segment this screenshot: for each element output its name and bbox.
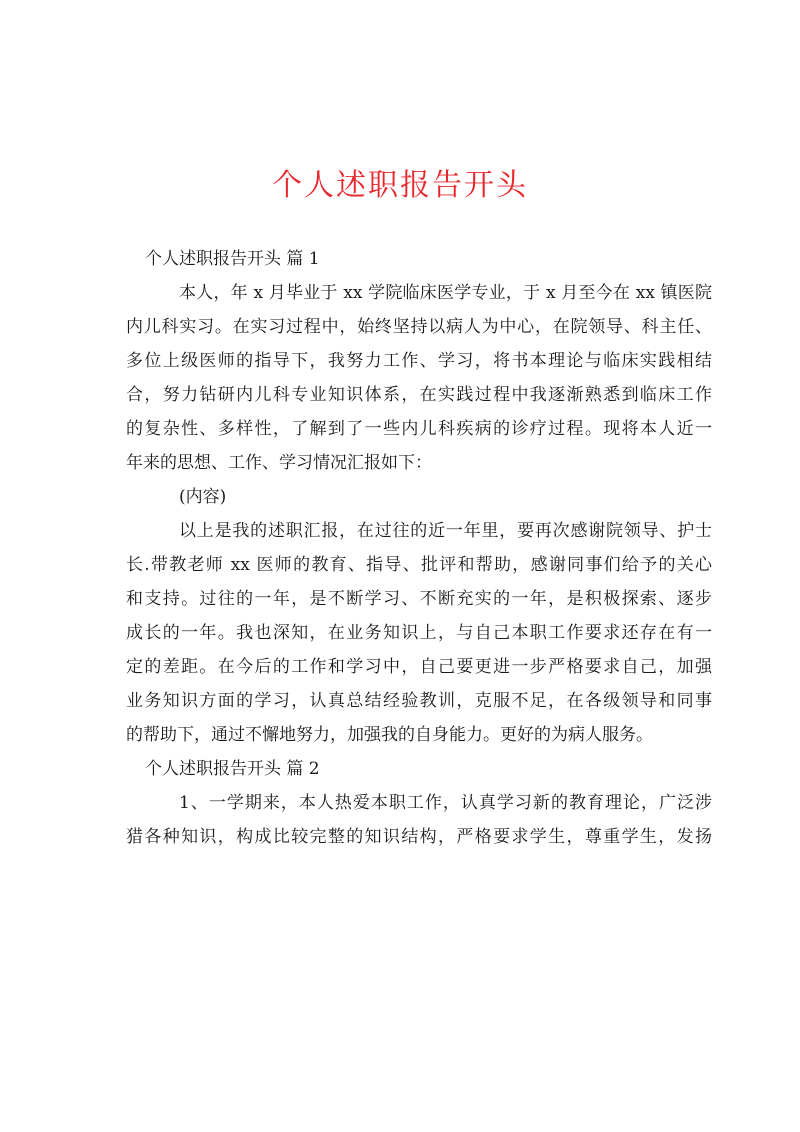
section-heading: 个人述职报告开头 篇 2 (145, 759, 320, 779)
text-line: 以上是我的述职汇报，在过往的近一年里，要再次感谢院领导、护士 (179, 521, 712, 541)
text-line: (内容) (179, 487, 227, 507)
paragraph (92, 480, 712, 514)
text-line: 成长的一年。我也深知，在业务知识上，与自己本职工作要求还存在有一 (126, 623, 712, 643)
document-title: 个人述职报告开头 (272, 168, 528, 203)
paragraph (92, 514, 712, 752)
text-line: 合，努力钻研内儿科专业知识体系，在实践过程中我逐渐熟悉到临床工作 (126, 385, 712, 405)
text-line: 多位上级医师的指导下，我努力工作、学习，将书本理论与临床实践相结 (126, 351, 712, 371)
text-line: 的帮助下，通过不懈地努力，加强我的自身能力。更好的为病人服务。 (126, 725, 653, 745)
text-line: 的复杂性、多样性，了解到了一些内儿科疾病的诊疗过程。现将本人近一 (126, 419, 712, 439)
text-line: 年来的思想、工作、学习情况汇报如下： (126, 453, 432, 473)
text-line: 长.带教老师 xx 医师的教育、指导、批评和帮助，感谢同事们给予的关心 (126, 555, 712, 575)
paragraph (92, 786, 712, 854)
text-line: 内儿科实习。在实习过程中，始终坚持以病人为中心，在院领导、科主任、 (126, 317, 712, 337)
document-body (92, 242, 712, 854)
section-2 (92, 752, 712, 854)
text-line: 业务知识方面的学习，认真总结经验教训，克服不足，在各级领导和同事 (126, 691, 712, 711)
text-line: 和支持。过往的一年，是不断学习、不断充实的一年，是积极探索、逐步 (126, 589, 712, 609)
paragraph (92, 276, 712, 480)
text-line: 定的差距。在今后的工作和学习中，自己要更进一步严格要求自己，加强 (126, 657, 712, 677)
text-line: 本人，年 x 月毕业于 xx 学院临床医学专业，于 x 月至今在 xx 镇医院 (179, 283, 712, 303)
text-line: 猎各种知识，构成比较完整的知识结构，严格要求学生，尊重学生，发扬 (126, 827, 712, 847)
text-line: 1、一学期来，本人热爱本职工作，认真学习新的教育理论，广泛涉 (179, 793, 712, 813)
section-1 (92, 242, 712, 752)
section-heading: 个人述职报告开头 篇 1 (145, 249, 320, 269)
